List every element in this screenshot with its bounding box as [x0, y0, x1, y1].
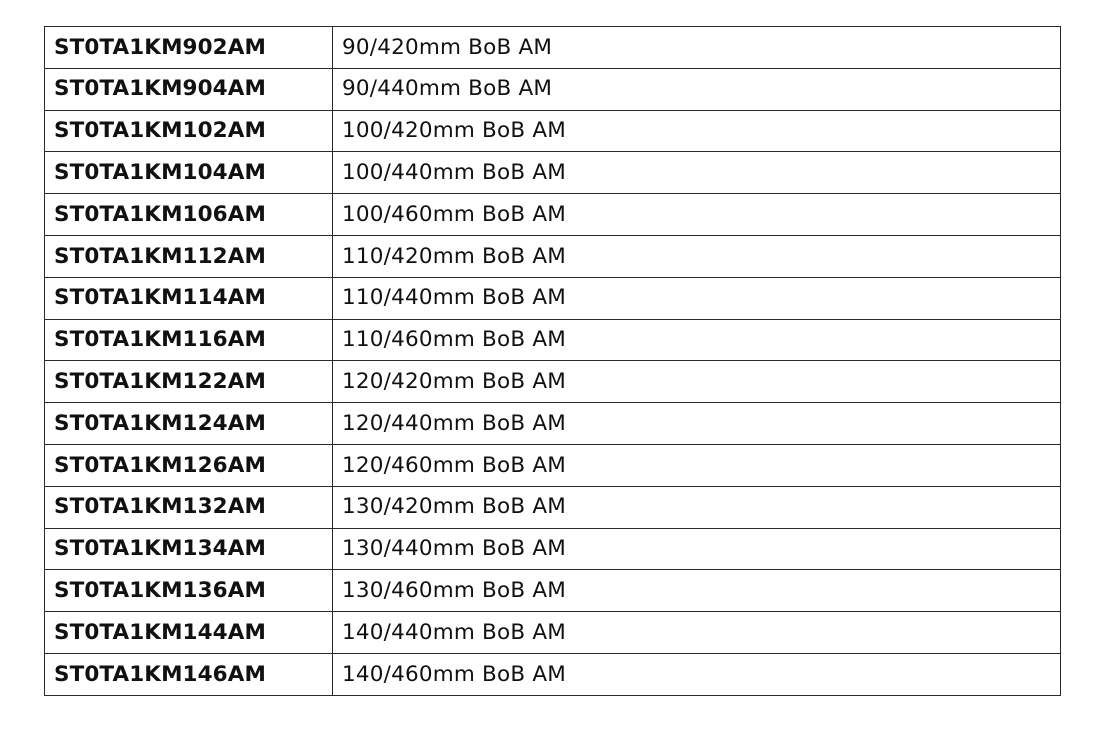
- product-description-cell: 120/440mm BoB AM: [333, 403, 1061, 445]
- product-code-cell: ST0TA1KM134AM: [45, 528, 333, 570]
- product-code-cell: ST0TA1KM146AM: [45, 653, 333, 695]
- product-code-cell: ST0TA1KM904AM: [45, 68, 333, 110]
- product-description-cell: 120/460mm BoB AM: [333, 444, 1061, 486]
- table-row: [45, 235, 1061, 277]
- product-code-cell: ST0TA1KM102AM: [45, 110, 333, 152]
- table-row: [45, 110, 1061, 152]
- product-code-cell: ST0TA1KM106AM: [45, 194, 333, 236]
- product-code-cell: ST0TA1KM104AM: [45, 152, 333, 194]
- product-description-cell: 110/440mm BoB AM: [333, 277, 1061, 319]
- product-code-cell: ST0TA1KM126AM: [45, 444, 333, 486]
- product-code-cell: ST0TA1KM116AM: [45, 319, 333, 361]
- product-description-cell: 100/420mm BoB AM: [333, 110, 1061, 152]
- table-row: [45, 277, 1061, 319]
- product-description-cell: 100/440mm BoB AM: [333, 152, 1061, 194]
- product-description-cell: 140/440mm BoB AM: [333, 612, 1061, 654]
- table-row: [45, 403, 1061, 445]
- product-description-cell: 110/420mm BoB AM: [333, 235, 1061, 277]
- product-code-table: [44, 26, 1061, 696]
- table-row: [45, 27, 1061, 69]
- product-code-cell: ST0TA1KM114AM: [45, 277, 333, 319]
- table-row: [45, 486, 1061, 528]
- product-description-cell: 140/460mm BoB AM: [333, 653, 1061, 695]
- product-code-cell: ST0TA1KM902AM: [45, 27, 333, 69]
- table-row: [45, 194, 1061, 236]
- table-row: [45, 653, 1061, 695]
- table-body: [45, 27, 1061, 696]
- product-code-cell: ST0TA1KM136AM: [45, 570, 333, 612]
- table-row: [45, 152, 1061, 194]
- table-row: [45, 444, 1061, 486]
- product-table-container: [44, 26, 1060, 696]
- table-row: [45, 319, 1061, 361]
- product-description-cell: 130/460mm BoB AM: [333, 570, 1061, 612]
- product-description-cell: 110/460mm BoB AM: [333, 319, 1061, 361]
- table-row: [45, 528, 1061, 570]
- table-row: [45, 361, 1061, 403]
- product-code-cell: ST0TA1KM124AM: [45, 403, 333, 445]
- product-description-cell: 90/420mm BoB AM: [333, 27, 1061, 69]
- product-description-cell: 120/420mm BoB AM: [333, 361, 1061, 403]
- product-code-cell: ST0TA1KM144AM: [45, 612, 333, 654]
- table-row: [45, 570, 1061, 612]
- product-code-cell: ST0TA1KM112AM: [45, 235, 333, 277]
- product-code-cell: ST0TA1KM122AM: [45, 361, 333, 403]
- product-description-cell: 90/440mm BoB AM: [333, 68, 1061, 110]
- product-description-cell: 100/460mm BoB AM: [333, 194, 1061, 236]
- product-description-cell: 130/420mm BoB AM: [333, 486, 1061, 528]
- product-code-cell: ST0TA1KM132AM: [45, 486, 333, 528]
- table-row: [45, 612, 1061, 654]
- product-description-cell: 130/440mm BoB AM: [333, 528, 1061, 570]
- table-row: [45, 68, 1061, 110]
